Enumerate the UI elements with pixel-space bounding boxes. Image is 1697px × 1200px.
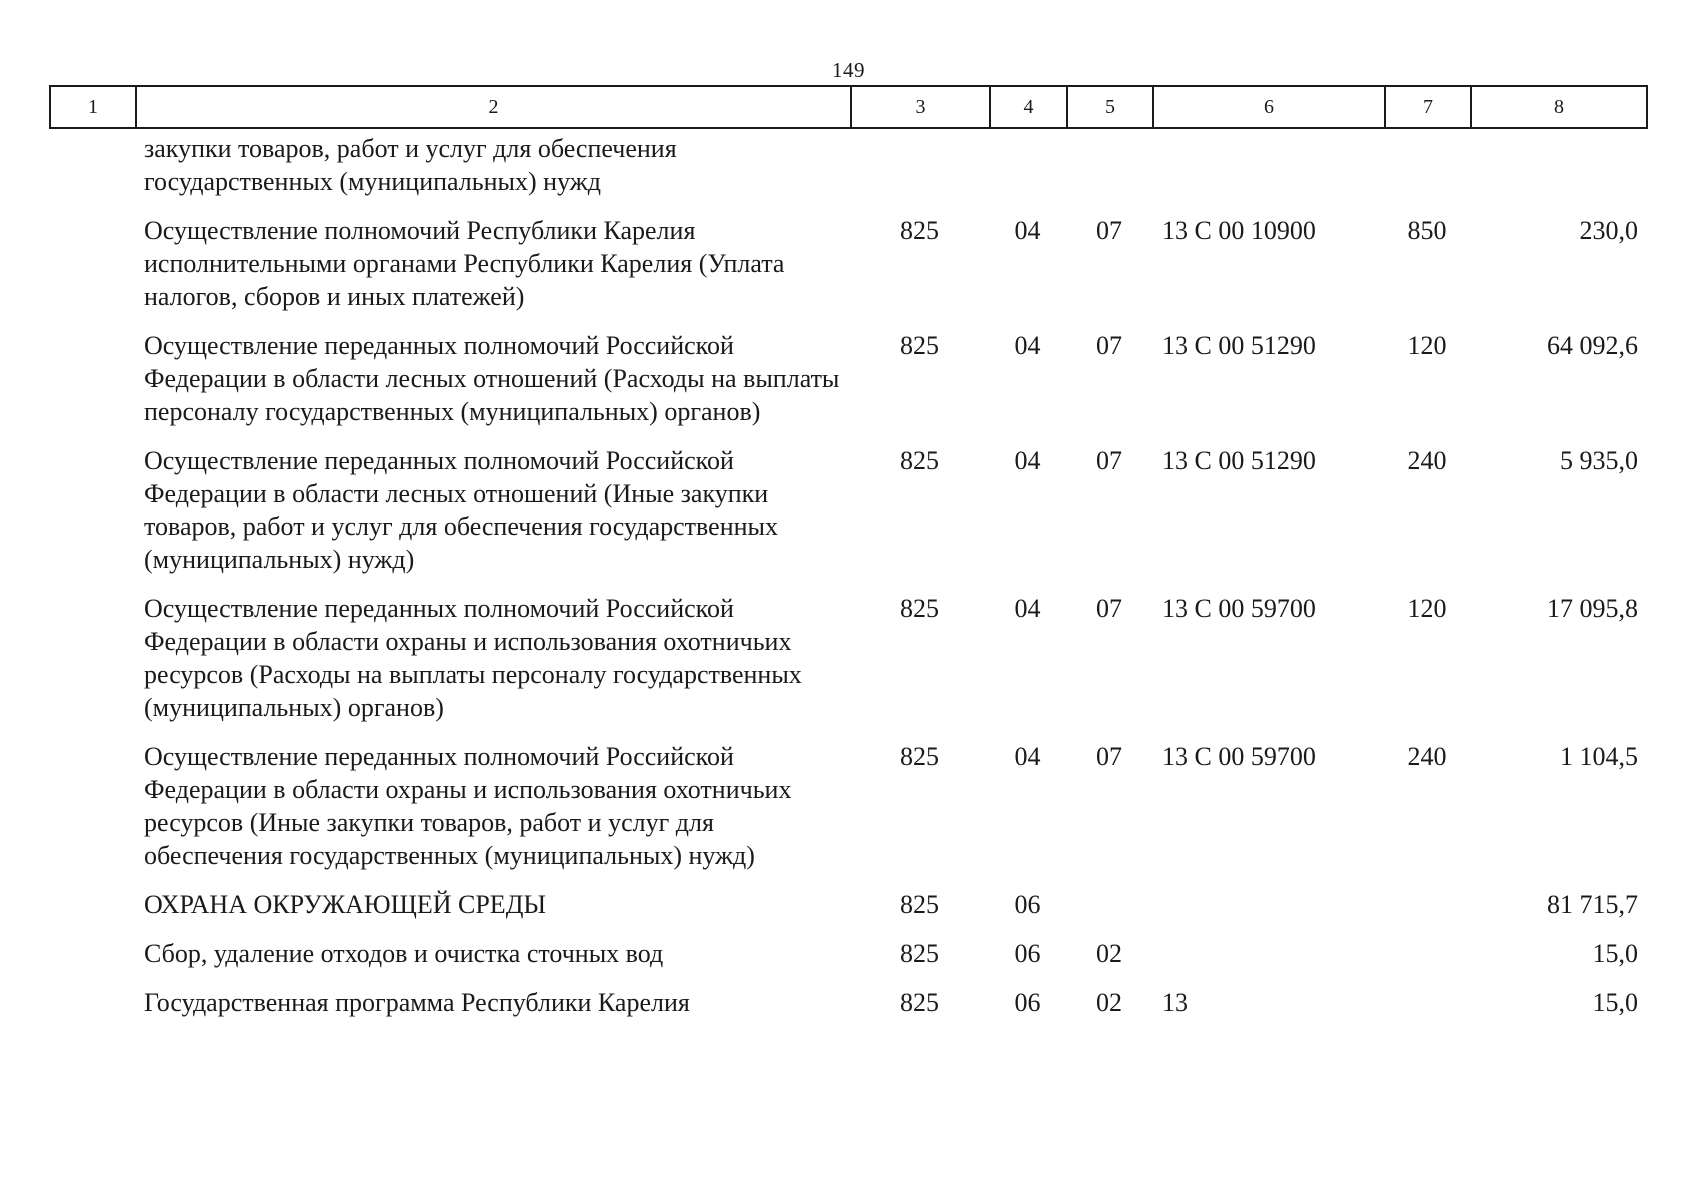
table-row	[49, 214, 1646, 329]
column-1-cell	[49, 740, 135, 888]
table-row	[49, 937, 1646, 986]
budget-table-body	[49, 132, 1646, 1035]
column-number-2: 2	[136, 86, 851, 128]
subsection-code: 07	[1096, 594, 1122, 623]
row-description: ОХРАНА ОКРУЖАЮЩЕЙ СРЕДЫ	[144, 890, 547, 919]
target-article-code: 13 С 00 51290	[1162, 331, 1316, 360]
ministry-code: 825	[900, 890, 939, 919]
column-number-8: 8	[1471, 86, 1647, 128]
expense-type-code	[1384, 937, 1470, 986]
column-1-cell	[49, 937, 135, 986]
ministry-code: 825	[900, 594, 939, 623]
subsection-code: 02	[1096, 988, 1122, 1017]
section-code	[989, 132, 1066, 214]
target-article-code: 13 С 00 59700	[1162, 594, 1316, 623]
section-code: 04	[1014, 594, 1041, 623]
section-code: 04	[1014, 216, 1041, 245]
subsection-code	[1066, 888, 1152, 937]
amount: 230,0	[1579, 216, 1638, 245]
column-number-6: 6	[1153, 86, 1385, 128]
subsection-code: 07	[1096, 331, 1122, 360]
subsection-code	[1066, 132, 1152, 214]
amount: 15,0	[1592, 988, 1638, 1017]
section-code: 04	[1014, 742, 1041, 771]
expense-type-code: 240	[1407, 742, 1447, 771]
section-code: 06	[1014, 890, 1041, 919]
target-article-code: 13 С 00 51290	[1162, 446, 1316, 475]
table-row	[49, 132, 1646, 214]
ministry-code: 825	[900, 216, 939, 245]
amount: 81 715,7	[1547, 890, 1638, 919]
amount: 17 095,8	[1547, 594, 1638, 623]
target-article-code: 13	[1162, 988, 1188, 1017]
column-number-1: 1	[50, 86, 136, 128]
expense-type-code: 240	[1407, 446, 1447, 475]
row-description: Осуществление переданных полномочий Российской Федерации в области лесных отношений (Расходы на выплаты персоналу государственных (муниципальных) органов)	[144, 331, 840, 426]
table-row	[49, 740, 1646, 888]
row-description: Осуществление переданных полномочий Российской Федерации в области охраны и использования охотничьих ресурсов (Иные закупки товаров, работ и услуг для обеспечения государственных (муниципальных) нужд)	[144, 742, 792, 870]
page-number: 149	[832, 58, 865, 82]
column-number-3: 3	[851, 86, 990, 128]
column-number-7: 7	[1385, 86, 1471, 128]
table-row	[49, 444, 1646, 592]
amount	[1470, 132, 1646, 214]
row-description: Осуществление переданных полномочий Российской Федерации в области лесных отношений (Иные закупки товаров, работ и услуг для обеспечения государственных (муниципальных) нужд)	[144, 446, 778, 574]
column-1-cell	[49, 444, 135, 592]
target-article-code: 13 С 00 10900	[1162, 216, 1316, 245]
amount: 15,0	[1592, 939, 1638, 968]
column-1-cell	[49, 329, 135, 444]
header-row	[50, 86, 1647, 128]
table-row	[49, 986, 1646, 1035]
ministry-code: 825	[900, 331, 939, 360]
target-article-code	[1152, 888, 1384, 937]
amount: 5 935,0	[1560, 446, 1638, 475]
expense-type-code: 120	[1407, 331, 1447, 360]
row-description: Осуществление полномочий Республики Карелия исполнительными органами Республики Карелия (Уплата налогов, сборов и иных платежей)	[144, 216, 785, 311]
column-1-cell	[49, 214, 135, 329]
row-description: Сбор, удаление отходов и очистка сточных вод	[144, 939, 664, 968]
expense-type-code: 850	[1407, 216, 1447, 245]
expense-type-code	[1384, 132, 1470, 214]
subsection-code: 07	[1096, 216, 1122, 245]
subsection-code: 02	[1096, 939, 1122, 968]
section-code: 06	[1014, 988, 1041, 1017]
section-code: 04	[1014, 446, 1041, 475]
section-code: 06	[1014, 939, 1041, 968]
subsection-code: 07	[1096, 742, 1122, 771]
ministry-code	[850, 132, 989, 214]
table-row	[49, 888, 1646, 937]
target-article-code: 13 С 00 59700	[1162, 742, 1316, 771]
expense-type-code: 120	[1407, 594, 1447, 623]
table-row	[49, 592, 1646, 740]
ministry-code: 825	[900, 446, 939, 475]
ministry-code: 825	[900, 939, 939, 968]
expense-type-code	[1384, 888, 1470, 937]
amount: 1 104,5	[1560, 742, 1638, 771]
column-1-cell	[49, 592, 135, 740]
target-article-code	[1152, 937, 1384, 986]
ministry-code: 825	[900, 988, 939, 1017]
expense-type-code	[1384, 986, 1470, 1035]
column-number-5: 5	[1067, 86, 1153, 128]
section-code: 04	[1014, 331, 1041, 360]
subsection-code: 07	[1096, 446, 1122, 475]
row-description: Осуществление переданных полномочий Российской Федерации в области охраны и использования охотничьих ресурсов (Расходы на выплаты персоналу государственных (муниципальных) органов)	[144, 594, 802, 722]
column-number-4: 4	[990, 86, 1067, 128]
column-number-header	[49, 85, 1648, 129]
column-1-cell	[49, 132, 135, 214]
ministry-code: 825	[900, 742, 939, 771]
row-description: Государственная программа Республики Карелия	[144, 988, 690, 1017]
amount: 64 092,6	[1547, 331, 1638, 360]
row-description: закупки товаров, работ и услуг для обеспечения государственных (муниципальных) нужд	[144, 134, 677, 196]
table-row	[49, 329, 1646, 444]
column-1-cell	[49, 986, 135, 1035]
column-1-cell	[49, 888, 135, 937]
target-article-code	[1152, 132, 1384, 214]
